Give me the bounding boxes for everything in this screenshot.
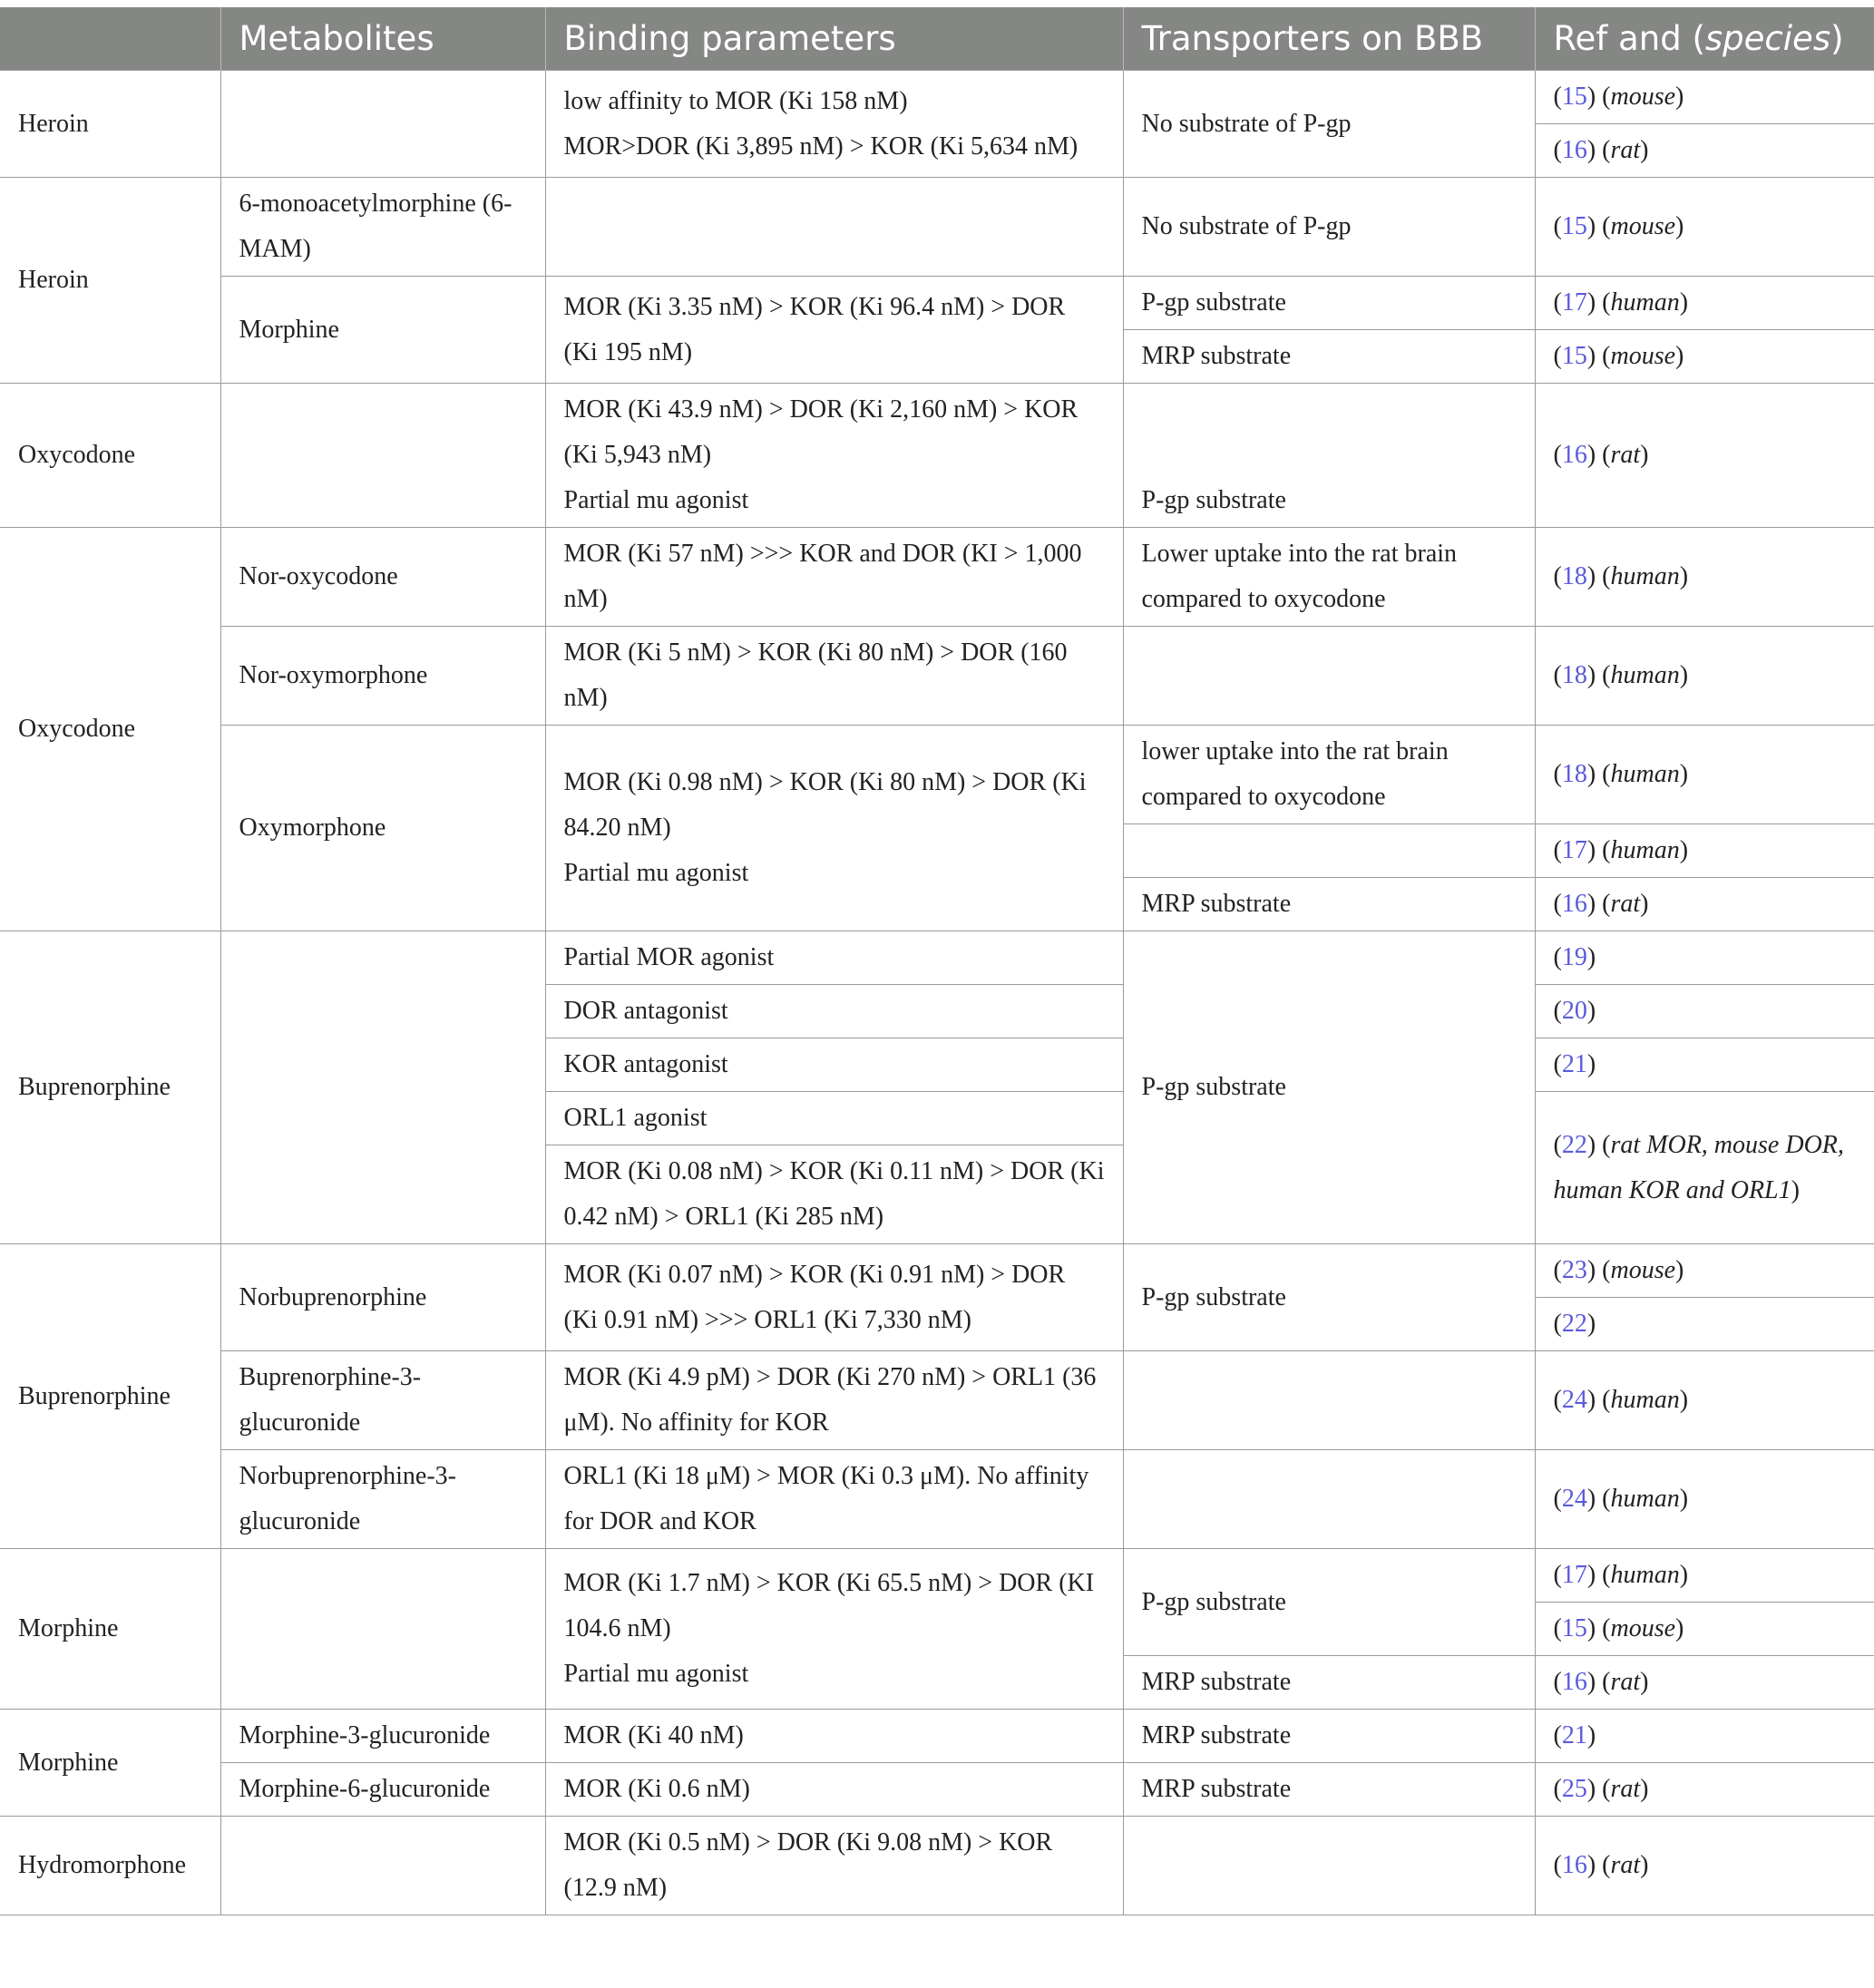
ref-link[interactable]: 21 <box>1561 1050 1587 1078</box>
ref-link[interactable]: 16 <box>1561 1851 1587 1879</box>
metabolite-cell <box>220 384 545 528</box>
ref-cell: (18) (human) <box>1535 627 1874 726</box>
drug-cell: Oxycodone <box>0 384 220 528</box>
ref-link[interactable]: 21 <box>1561 1721 1587 1749</box>
ref-cell: (15) (mouse) <box>1535 1603 1874 1656</box>
ref-cell: (24) (human) <box>1535 1450 1874 1549</box>
drug-cell: Heroin <box>0 178 220 384</box>
ref-link[interactable]: 17 <box>1561 288 1587 317</box>
ref-link[interactable]: 18 <box>1561 562 1587 590</box>
drug-cell: Oxycodone <box>0 528 220 931</box>
metabolite-cell: Norbuprenorphine <box>220 1244 545 1351</box>
transporter-cell <box>1123 627 1535 726</box>
table-row <box>0 528 1874 627</box>
binding-cell: DOR antagonist <box>545 985 1123 1038</box>
table-row <box>0 726 1874 824</box>
drug-cell: Buprenorphine <box>0 931 220 1244</box>
ref-cell: (22) <box>1535 1298 1874 1351</box>
ref-cell: (21) <box>1535 1710 1874 1763</box>
transporter-cell: P-gp substrate <box>1123 384 1535 528</box>
table-row <box>0 1763 1874 1817</box>
binding-cell: MOR (Ki 5 nM) > KOR (Ki 80 nM) > DOR (160 nM) <box>545 627 1123 726</box>
header-ref: Ref and (species) <box>1535 7 1874 71</box>
ref-cell: (16) (rat) <box>1535 1656 1874 1710</box>
ref-link[interactable]: 19 <box>1561 943 1587 971</box>
drug-cell: Morphine <box>0 1549 220 1710</box>
ref-cell: (24) (human) <box>1535 1351 1874 1450</box>
transporter-cell: P-gp substrate <box>1123 1244 1535 1351</box>
binding-cell: ORL1 agonist <box>545 1092 1123 1145</box>
binding-cell: MOR (Ki 0.6 nM) <box>545 1763 1123 1817</box>
metabolite-cell: Norbuprenorphine-3-glucuronide <box>220 1450 545 1549</box>
binding-cell: low affinity to MOR (Ki 158 nM) MOR>DOR (Ki 3,895 nM) > KOR (Ki 5,634 nM) <box>545 71 1123 178</box>
ref-cell: (17) (human) <box>1535 824 1874 878</box>
binding-cell: MOR (Ki 0.5 nM) > DOR (Ki 9.08 nM) > KOR (12.9 nM) <box>545 1817 1123 1915</box>
metabolite-cell: Nor-oxycodone <box>220 528 545 627</box>
binding-cell: MOR (Ki 40 nM) <box>545 1710 1123 1763</box>
table-row <box>0 1549 1874 1603</box>
header-drug <box>0 7 220 71</box>
binding-cell: MOR (Ki 3.35 nM) > KOR (Ki 96.4 nM) > DOR (Ki 195 nM) <box>545 277 1123 384</box>
drug-cell: Buprenorphine <box>0 1244 220 1549</box>
transporter-cell: MRP substrate <box>1123 1763 1535 1817</box>
ref-link[interactable]: 23 <box>1561 1256 1587 1284</box>
binding-cell: KOR antagonist <box>545 1038 1123 1092</box>
binding-cell: MOR (Ki 0.98 nM) > KOR (Ki 80 nM) > DOR (Ki 84.20 nM) Partial mu agonist <box>545 726 1123 931</box>
ref-cell: (18) (human) <box>1535 528 1874 627</box>
transporter-cell: MRP substrate <box>1123 1710 1535 1763</box>
ref-cell: (15) (mouse) <box>1535 71 1874 124</box>
ref-link[interactable]: 16 <box>1561 441 1587 469</box>
ref-cell: (25) (rat) <box>1535 1763 1874 1817</box>
transporter-cell: MRP substrate <box>1123 878 1535 931</box>
table-row <box>0 384 1874 528</box>
ref-cell: (19) <box>1535 931 1874 985</box>
ref-cell: (16) (rat) <box>1535 1817 1874 1915</box>
ref-link[interactable]: 24 <box>1561 1386 1587 1414</box>
table-row <box>0 1450 1874 1549</box>
binding-cell: MOR (Ki 0.07 nM) > KOR (Ki 0.91 nM) > DOR (Ki 0.91 nM) >>> ORL1 (Ki 7,330 nM) <box>545 1244 1123 1351</box>
ref-link[interactable]: 15 <box>1561 212 1587 240</box>
ref-link[interactable]: 22 <box>1561 1310 1587 1338</box>
ref-link[interactable]: 16 <box>1561 890 1587 918</box>
binding-cell <box>545 178 1123 277</box>
ref-cell: (22) (rat MOR, mouse DOR, human KOR and ORL1) <box>1535 1092 1874 1244</box>
table-row <box>0 178 1874 277</box>
metabolite-cell: Oxymorphone <box>220 726 545 931</box>
drug-cell: Heroin <box>0 71 220 178</box>
header-binding: Binding parameters <box>545 7 1123 71</box>
header-transporters: Transporters on BBB <box>1123 7 1535 71</box>
binding-cell: MOR (Ki 57 nM) >>> KOR and DOR (KI > 1,000 nM) <box>545 528 1123 627</box>
table-row <box>0 277 1874 330</box>
transporter-cell: P-gp substrate <box>1123 931 1535 1244</box>
transporter-cell <box>1123 1817 1535 1915</box>
transporter-cell <box>1123 824 1535 878</box>
binding-cell: MOR (Ki 4.9 pM) > DOR (Ki 270 nM) > ORL1 (36 μM). No affinity for KOR <box>545 1351 1123 1450</box>
ref-cell: (16) (rat) <box>1535 878 1874 931</box>
ref-link[interactable]: 15 <box>1561 83 1587 111</box>
table-row <box>0 627 1874 726</box>
ref-cell: (17) (human) <box>1535 1549 1874 1603</box>
ref-link[interactable]: 20 <box>1561 997 1587 1025</box>
binding-cell: MOR (Ki 1.7 nM) > KOR (Ki 65.5 nM) > DOR (KI 104.6 nM) Partial mu agonist <box>545 1549 1123 1710</box>
ref-link[interactable]: 22 <box>1561 1130 1587 1159</box>
transporter-cell: P-gp substrate <box>1123 1549 1535 1656</box>
binding-cell: MOR (Ki 0.08 nM) > KOR (Ki 0.11 nM) > DOR (Ki 0.42 nM) > ORL1 (Ki 285 nM) <box>545 1145 1123 1244</box>
ref-link[interactable]: 18 <box>1561 661 1587 689</box>
metabolite-cell <box>220 1817 545 1915</box>
metabolite-cell: Morphine-3-glucuronide <box>220 1710 545 1763</box>
transporter-cell: lower uptake into the rat brain compared to oxycodone <box>1123 726 1535 824</box>
table-row <box>0 1351 1874 1450</box>
metabolite-cell <box>220 71 545 178</box>
binding-cell: MOR (Ki 43.9 nM) > DOR (Ki 2,160 nM) > KOR (Ki 5,943 nM) Partial mu agonist <box>545 384 1123 528</box>
binding-cell: Partial MOR agonist <box>545 931 1123 985</box>
opioid-metabolites-table <box>0 7 1874 1915</box>
table-row <box>0 1817 1874 1915</box>
transporter-cell: No substrate of P-gp <box>1123 71 1535 178</box>
metabolite-cell: Morphine <box>220 277 545 384</box>
table-row <box>0 931 1874 985</box>
binding-cell: ORL1 (Ki 18 μM) > MOR (Ki 0.3 μM). No affinity for DOR and KOR <box>545 1450 1123 1549</box>
ref-cell: (17) (human) <box>1535 277 1874 330</box>
transporter-cell: MRP substrate <box>1123 330 1535 384</box>
ref-link[interactable]: 24 <box>1561 1485 1587 1513</box>
metabolite-cell: Buprenorphine-3-glucuronide <box>220 1351 545 1450</box>
metabolite-cell <box>220 931 545 1244</box>
ref-cell: (16) (rat) <box>1535 384 1874 528</box>
metabolite-cell <box>220 1549 545 1710</box>
ref-cell: (23) (mouse) <box>1535 1244 1874 1298</box>
ref-link[interactable]: 25 <box>1561 1775 1587 1803</box>
ref-cell: (21) <box>1535 1038 1874 1092</box>
ref-link[interactable]: 15 <box>1561 342 1587 370</box>
transporter-cell: P-gp substrate <box>1123 277 1535 330</box>
transporter-cell: No substrate of P-gp <box>1123 178 1535 277</box>
drug-cell: Morphine <box>0 1710 220 1817</box>
ref-link[interactable]: 15 <box>1561 1614 1587 1642</box>
ref-link[interactable]: 16 <box>1561 1668 1587 1696</box>
header-row <box>0 7 1874 71</box>
ref-cell: (20) <box>1535 985 1874 1038</box>
table-row <box>0 1244 1874 1298</box>
ref-link[interactable]: 16 <box>1561 136 1587 164</box>
ref-cell: (15) (mouse) <box>1535 330 1874 384</box>
transporter-cell: Lower uptake into the rat brain compared to oxycodone <box>1123 528 1535 627</box>
drug-cell: Hydromorphone <box>0 1817 220 1915</box>
metabolite-cell: 6-monoacetylmorphine (6-MAM) <box>220 178 545 277</box>
table-row <box>0 71 1874 124</box>
transporter-cell <box>1123 1351 1535 1450</box>
ref-cell: (15) (mouse) <box>1535 178 1874 277</box>
transporter-cell <box>1123 1450 1535 1549</box>
header-metabolites: Metabolites <box>220 7 545 71</box>
ref-cell: (16) (rat) <box>1535 124 1874 178</box>
ref-link[interactable]: 18 <box>1561 760 1587 788</box>
ref-link[interactable]: 17 <box>1561 836 1587 864</box>
metabolite-cell: Nor-oxymorphone <box>220 627 545 726</box>
transporter-cell: MRP substrate <box>1123 1656 1535 1710</box>
ref-link[interactable]: 17 <box>1561 1561 1587 1589</box>
metabolite-cell: Morphine-6-glucuronide <box>220 1763 545 1817</box>
ref-cell: (18) (human) <box>1535 726 1874 824</box>
table-row <box>0 1710 1874 1763</box>
